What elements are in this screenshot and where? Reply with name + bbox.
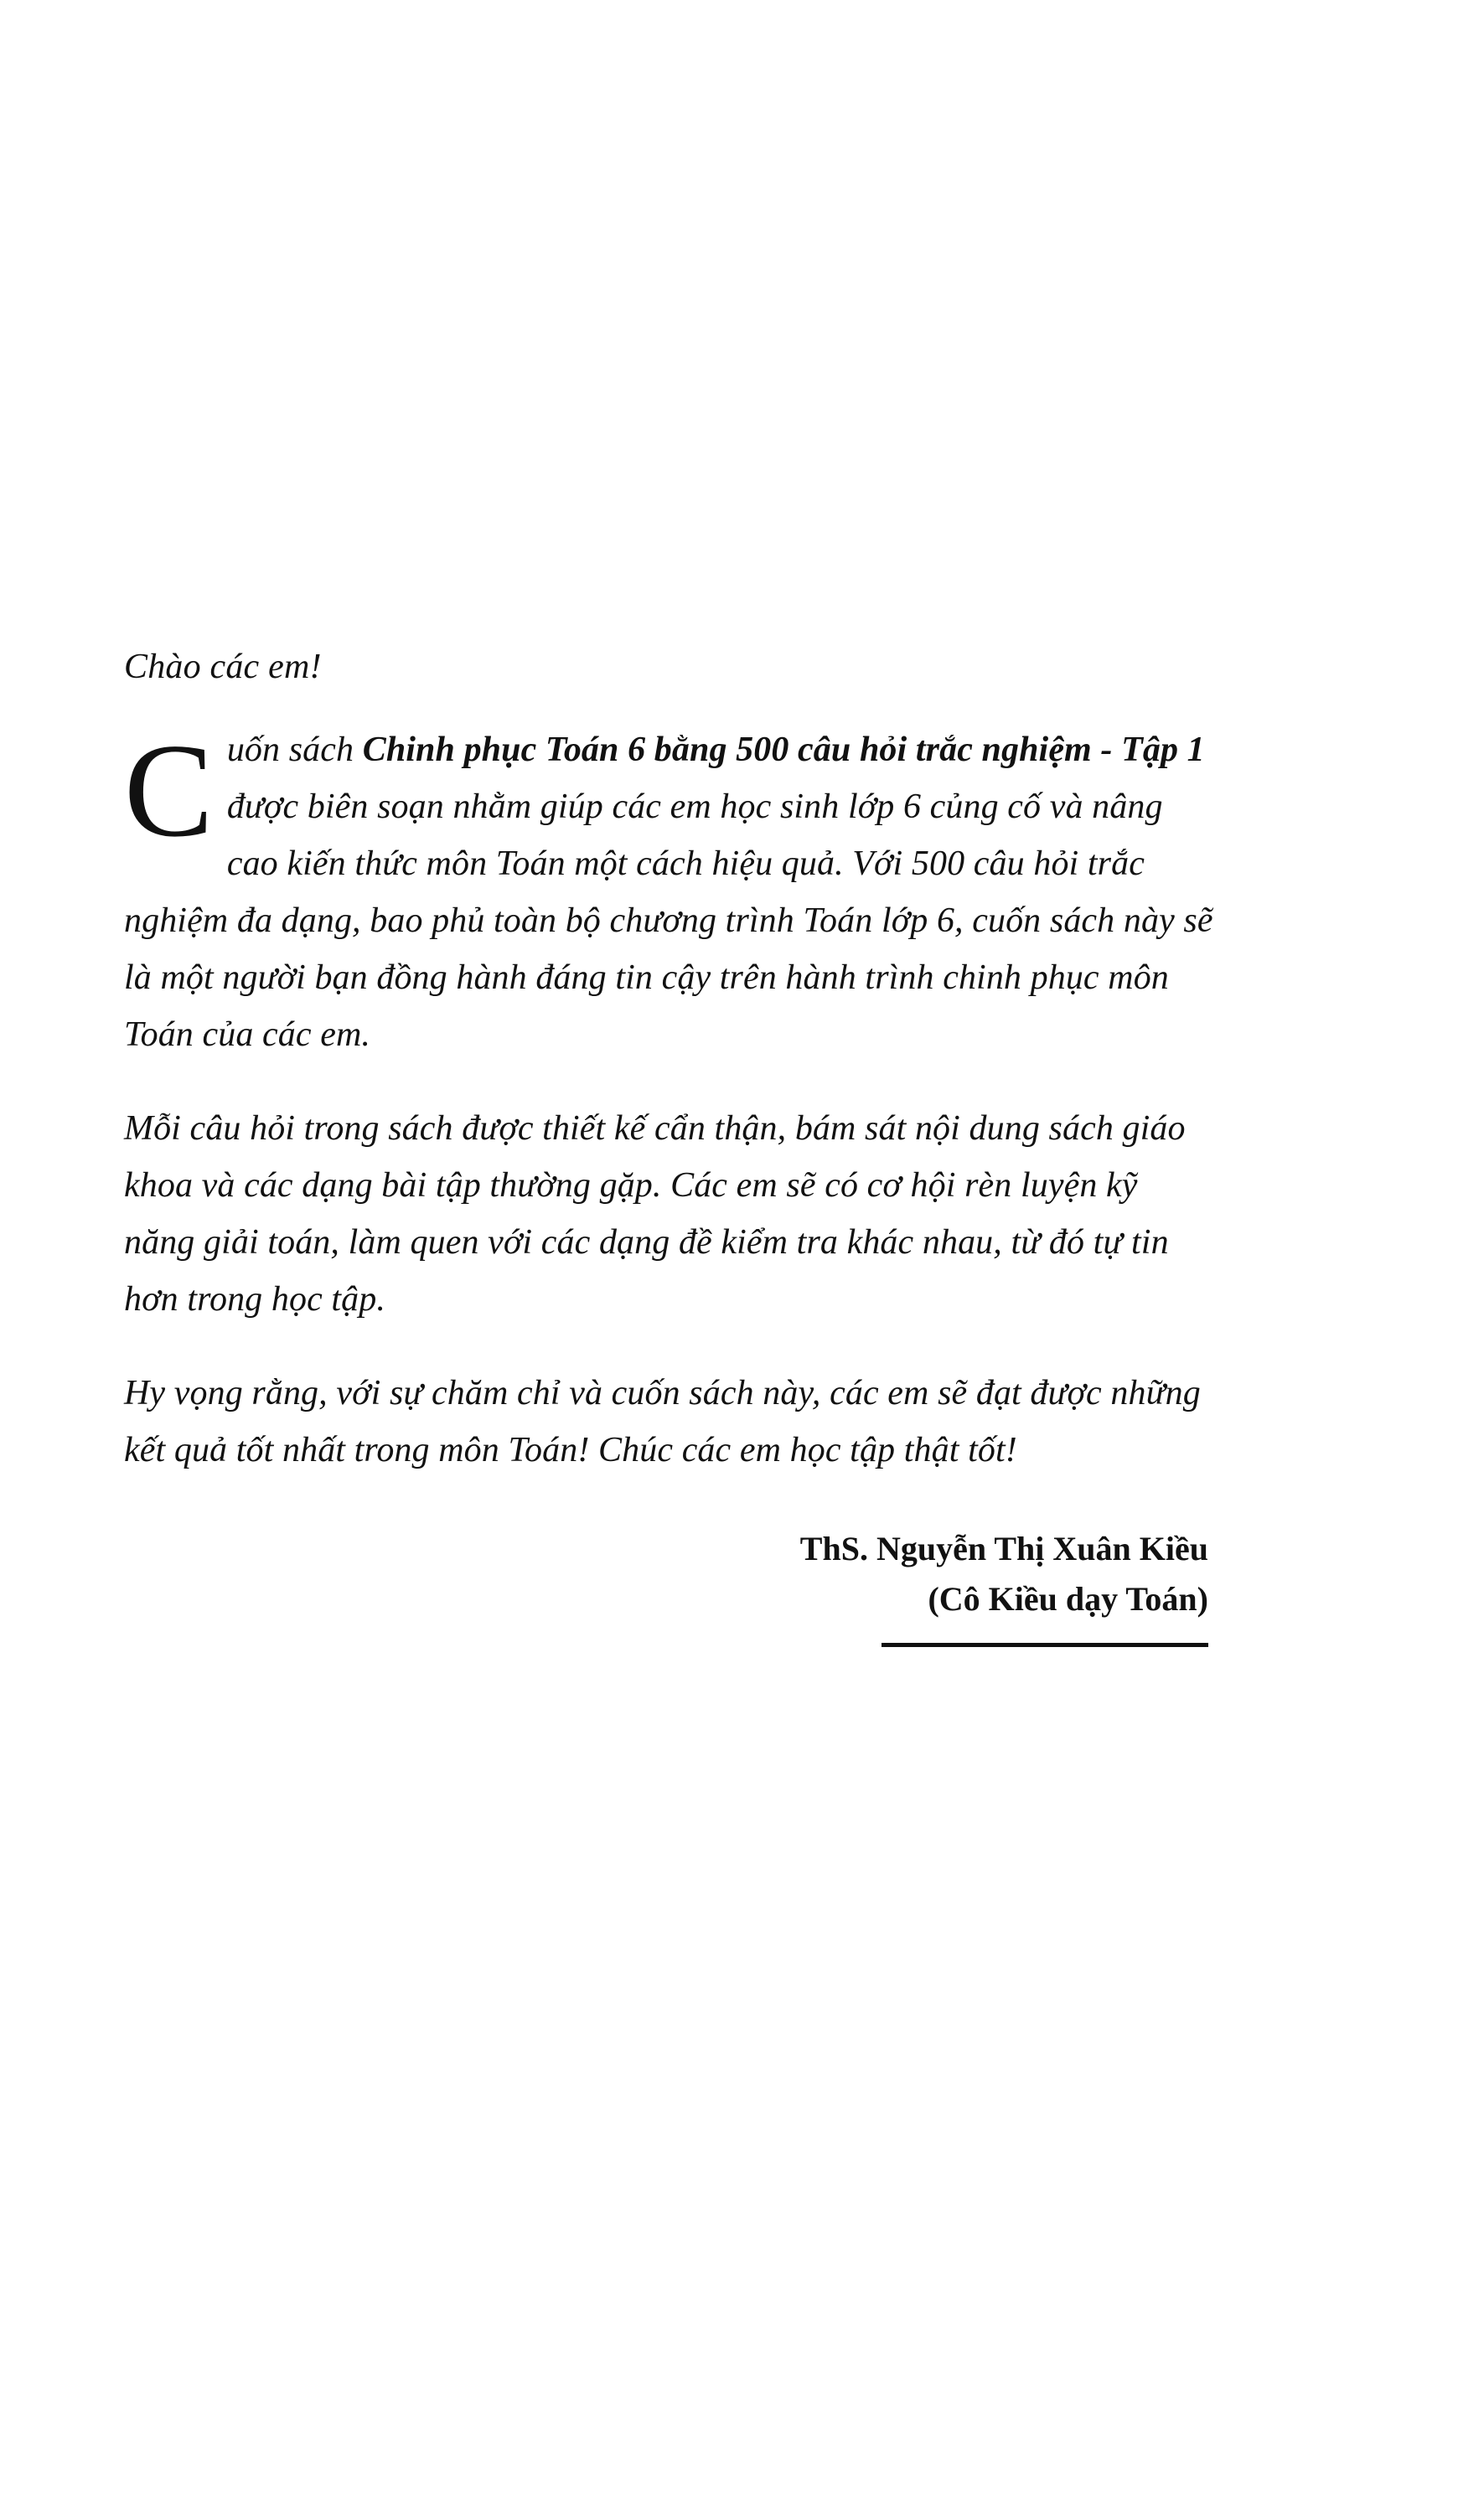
signature-block	[124, 1524, 1213, 1647]
signature-underline	[882, 1643, 1208, 1647]
drop-cap: C	[124, 715, 214, 865]
paragraph-3: Hy vọng rằng, với sự chăm chỉ và cuốn sách này, các em sẽ đạt được những kết quả tốt nhất trong môn Toán! Chúc các em học tập thật tốt!	[124, 1373, 1201, 1469]
paragraph-1-segment-3: được biên soạn nhằm giúp các em học sinh lớp 6 củng cố và nâng cao kiến thức môn Toán một cách hiệu quả. Với 500 câu hỏi trắc nghiệm đa dạng, bao phủ toàn bộ chương trình Toán lớp 6, cuốn sách này sẽ là một người bạn đồng hành đáng tin cậy trên hành trình chinh phục môn Toán của các em.	[124, 787, 1213, 1054]
paragraph-1-segment-1: uốn sách	[226, 730, 363, 769]
signature-role: (Cô Kiều dạy Toán)	[928, 1579, 1208, 1618]
greeting-line: Chào các em!	[124, 648, 322, 686]
paragraph-2: Mỗi câu hỏi trong sách được thiết kế cẩn thận, bám sát nội dung sách giáo khoa và các dạng bài tập thường gặp. Các em sẽ có cơ hội rèn luyện kỹ năng giải toán, làm quen với các dạng đề kiểm tra khác nhau, từ đó tự tin hơn trong học tập.	[124, 1108, 1186, 1319]
paragraph-1	[124, 715, 1213, 1063]
signature-name: ThS. Nguyễn Thị Xuân Kiều	[799, 1529, 1208, 1567]
letter-body	[124, 645, 1213, 1647]
book-title: Chinh phục Toán 6 bằng 500 câu hỏi trắc nghiệm - Tập 1	[362, 730, 1205, 769]
